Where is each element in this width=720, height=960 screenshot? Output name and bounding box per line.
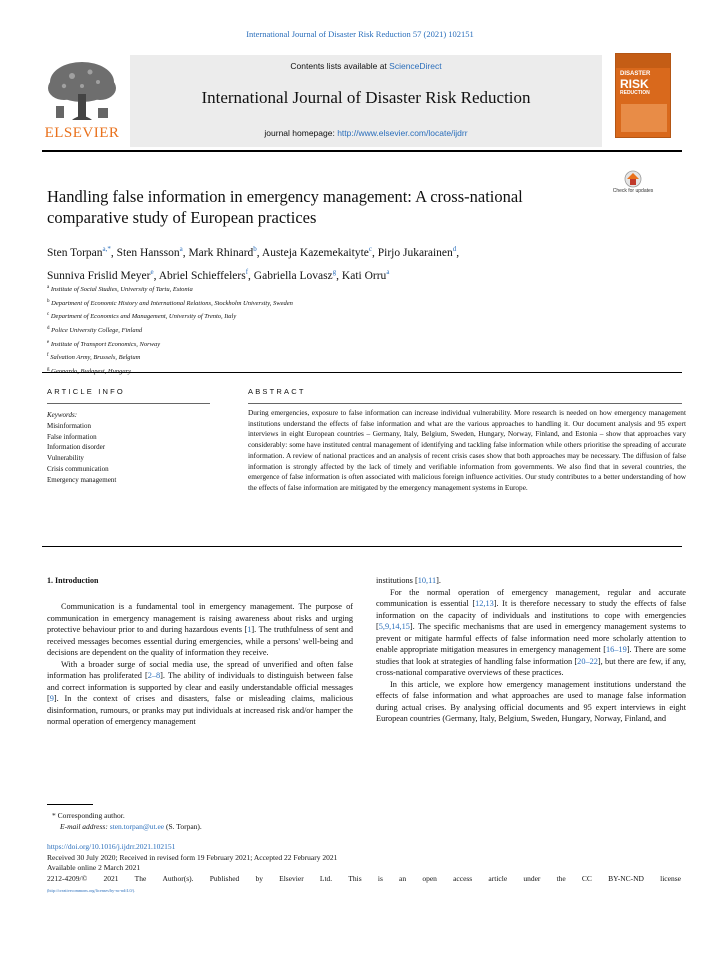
footnote	[52, 810, 352, 832]
corresponding-author-note: * Corresponding author.	[52, 811, 125, 820]
author-name: Pirjo Jukarainen	[377, 246, 453, 259]
cover-word-1: DISASTER	[620, 71, 651, 77]
keyword: Misinformation	[47, 421, 91, 430]
affiliation-list	[47, 282, 667, 378]
journal-homepage: journal homepage: http://www.elsevier.com/locate/ijdrr	[264, 128, 468, 138]
article-info-heading: ARTICLE INFO	[47, 387, 125, 396]
abstract-heading: ABSTRACT	[248, 387, 306, 396]
citation-link[interactable]: 2–8	[147, 671, 161, 680]
author-affil-link[interactable]: c	[368, 245, 372, 253]
journal-cover-thumbnail[interactable]	[615, 53, 671, 138]
sciencedirect-link[interactable]: ScienceDirect	[389, 61, 442, 71]
license-line: 2212-4209/© 2021 The Author(s). Published by Elsevier Ltd. This is an open access article under the CC BY-NC-ND license	[47, 873, 681, 883]
author-name: Austeja Kazemekaityte	[261, 246, 369, 259]
citation-link[interactable]: 9	[49, 694, 54, 703]
abstract-text: During emergencies, exposure to false information can increase individual vulnerability. More research is needed on how emergency management institutions understand the effects of false information and what are the various approaches to handling it. Our document analysis and 95 expert interviews in eight European countries – Germany, Italy, Belgium, Sweden, Hungary, Norway, Finland, and Estonia – show that approaches vary considerably: some have instituted central management of identifying and tackling false information while others prioritise the spreading of accurate information. A review of national practices and an analysis of recent crisis cases show that both approaches may be necessary. The diffusion of false information is strongly affected by the lack of timely and verifiable information from governments. We also find that in several countries, the emergence of false information is often associated with malicious foreign influence activities. Our study contributes to a better understanding of how the effects of false information are mitigated by the emergency management systems in Europe.	[248, 408, 686, 492]
author-list	[47, 240, 667, 286]
license-link[interactable]: (http://creativecommons.org/licenses/by-nc-nd/4.0/).	[47, 888, 136, 893]
article-info-rule	[47, 403, 210, 404]
author-affil-link[interactable]: e	[150, 267, 154, 276]
author-name: Sten Hansson	[116, 246, 180, 259]
author-affil-link[interactable]: a	[179, 245, 183, 253]
front-matter-rule	[42, 372, 682, 373]
keyword: Vulnerability	[47, 454, 84, 463]
paragraph: In this article, we explore how emergency management institutions understand the effects of false information and what approaches are used to manage false information during actual crises. By analysing official documents and 95 expert interviews in eight European countries (Germany, Italy, Belgium, Sweden, Hungary, Norway, Finland, and	[376, 679, 686, 723]
crossmark-label[interactable]: Check for updates	[612, 188, 654, 194]
citation-link[interactable]: 16–19	[605, 645, 627, 654]
cover-band	[616, 54, 670, 68]
author-affil-link[interactable]: a,*	[102, 245, 111, 253]
cover-image	[621, 104, 667, 132]
cover-word-3: REDUCTION	[620, 90, 650, 96]
abstract-rule	[248, 403, 682, 404]
author-name: Sten Torpan	[47, 246, 103, 259]
doi-link[interactable]: https://doi.org/10.1016/j.ijdrr.2021.102151	[47, 842, 176, 851]
cover-word-2: RISK	[620, 77, 649, 91]
author-affil-link[interactable]: g	[332, 267, 337, 276]
keyword: False information	[47, 432, 97, 441]
publication-info	[47, 842, 687, 897]
publisher-wordmark: ELSEVIER	[44, 125, 120, 141]
author-name: Kati Orru	[341, 269, 387, 282]
keyword: Information disorder	[47, 443, 106, 452]
author-name: Mark Rhinard	[188, 246, 254, 259]
homepage-link[interactable]: http://www.elsevier.com/locate/ijdrr	[337, 128, 468, 138]
email-link[interactable]: sten.torpan@ut.ee	[109, 822, 165, 831]
author-affil-link[interactable]: f	[245, 267, 249, 276]
affiliation: $^d$ Police University College, Finland	[47, 325, 143, 335]
citation-link[interactable]: 1	[247, 625, 252, 634]
affiliation: $^a$ Institute of Social Studies, University of Tartu, Estonia	[47, 285, 193, 294]
body-column-left	[47, 601, 353, 728]
section-heading: 1. Introduction	[47, 576, 99, 585]
author-affil-link[interactable]: b	[253, 245, 257, 253]
author-line-1: Sten Torpan$^{a,*}$, Sten Hansson$^a$, Mark Rhinard$^b$, Austeja Kazemekaityte$^c$, Pirjo Jukarainen$^d$,	[47, 245, 460, 259]
keywords-label: Keywords:	[47, 411, 78, 419]
article-title: Handling false information in emergency management: A cross-national comparative study of European practices	[47, 187, 523, 227]
author-line-2: Sunniva Frislid Meyer$^e$, Abriel Schieffelers$^f$, Gabriella Lovasz$^g$, Kati Orru$^a$	[47, 267, 390, 282]
received-dates: Received 30 July 2020; Received in revised form 19 February 2021; Accepted 22 February 2021	[47, 852, 338, 862]
abstract-end-rule	[42, 546, 682, 547]
body-column-right	[376, 575, 686, 725]
affiliation: $^b$ Department of Economic History and International Relations, Stockholm University, Sweden	[47, 298, 293, 307]
paragraph: With a broader surge of social media use, the spread of unverified and often false information has proliferated [2–8]. The ability of individuals to distinguish between false and correct information is supported by clear and easily understandable official messages [9]. In the context of crises and disasters, false or misleading claims, malicious disinformation, rumours, or pranks may put individuals at increased risk and/or hamper the normal operation of emergency management	[47, 659, 353, 726]
header-rule	[42, 150, 682, 152]
paragraph: Communication is a fundamental tool in emergency management. The purpose of communication in emergency management is raising awareness about risks and urging protective behaviour prior to and during hazardous events [1]. The truthfulness of sent and received messages becomes essential during emergencies, while a persons' well-being and decisions are dependent on the quality of information they receive.	[47, 602, 353, 657]
crossmark-icon[interactable]	[618, 170, 648, 202]
keyword: Crisis communication	[47, 464, 109, 473]
affiliation: $^c$ Department of Economics and Management, University of Trento, Italy	[47, 312, 237, 321]
author-name: Gabriella Lovasz	[253, 269, 333, 282]
author-name: Sunniva Frislid Meyer	[47, 269, 151, 282]
email-line: E-mail address: sten.torpan@ut.ee (S. Torpan).	[60, 822, 202, 831]
journal-reference[interactable]: International Journal of Disaster Risk Reduction 57 (2021) 102151	[246, 29, 474, 39]
online-date: Available online 2 March 2021	[47, 863, 141, 872]
journal-title: International Journal of Disaster Risk Reduction	[201, 88, 531, 107]
paragraph: institutions [10,11].	[376, 576, 441, 585]
citation-link[interactable]: 10,11	[417, 576, 437, 585]
citation-link[interactable]: 12,13	[475, 599, 494, 608]
citation-link[interactable]: 5,9,14,15	[378, 622, 410, 631]
paragraph: For the normal operation of emergency management, regular and accurate communication is essential [12,13]. It is therefore necessary to study the effects of false information on the capacity of individuals and institutions to cope with emergencies [5,9,14,15]. The specific mechanisms that are used in emergency management systems to prevent or mitigate harmful effects of false information need more scholarly attention to enable appropriate mitigation measures in emergency management [16–19]. There are some studies that look at strategies of handling false information [20–22], but there are few, if any, cross-national comparative overviews of these practices.	[376, 587, 686, 677]
keyword: Emergency management	[47, 475, 117, 484]
keyword-list	[47, 410, 217, 486]
affiliation: $^f$ Salvation Army, Brussels, Belgium	[47, 353, 141, 362]
footnote-rule	[47, 804, 93, 805]
author-affil-link[interactable]: a	[386, 267, 390, 276]
author-affil-link[interactable]: d	[452, 245, 457, 253]
affiliation: g	[47, 366, 50, 372]
citation-link[interactable]: 20–22	[577, 656, 598, 666]
contents-line: Contents lists available at ScienceDirect	[290, 61, 442, 71]
affiliation: $^e$ Institute of Transport Economics, Norway	[47, 339, 161, 348]
author-name: Abriel Schieffelers	[158, 269, 246, 282]
